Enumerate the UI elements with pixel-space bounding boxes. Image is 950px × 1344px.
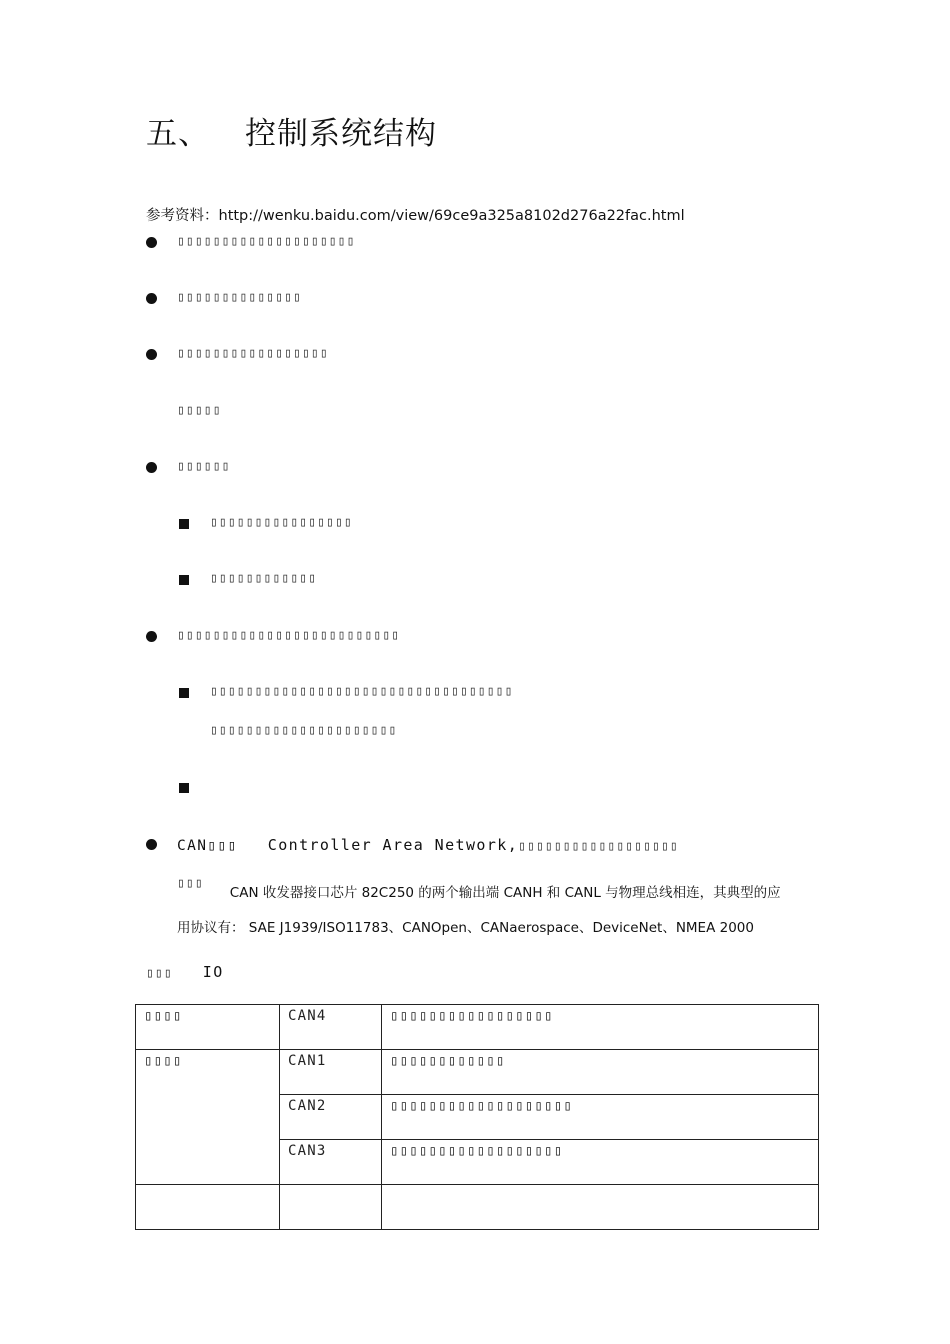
io-label bbox=[146, 962, 224, 981]
bullet-text-2: ▯▯▯▯▯▯▯▯▯▯▯▯▯▯ bbox=[177, 290, 302, 305]
can-line-2 bbox=[177, 876, 781, 901]
io-label-io: IO bbox=[202, 963, 224, 981]
table-cell: CAN2 bbox=[280, 1095, 382, 1140]
can-line-1 bbox=[177, 835, 679, 854]
bullet-text-4: ▯▯▯▯▯▯ bbox=[177, 459, 231, 474]
table-row bbox=[136, 1050, 819, 1095]
bullet-dot bbox=[146, 349, 157, 360]
reference-label: 参考资料： bbox=[146, 208, 219, 224]
reference-line bbox=[146, 204, 685, 225]
section-title-text: 控制系统结构 bbox=[245, 116, 437, 152]
sub-bullet-text-1: ▯▯▯▯▯▯▯▯▯▯▯▯▯▯▯▯ bbox=[210, 515, 353, 530]
section-number: 五、 bbox=[146, 116, 210, 152]
square-bullet bbox=[179, 519, 189, 529]
bullet-dot bbox=[146, 631, 157, 642]
can-line-3: 用协议有： SAE J1939/ISO11783、CANOpen、CANaerospace、DeviceNet、NMEA 2000 bbox=[177, 920, 754, 936]
table-row bbox=[136, 1185, 819, 1230]
square-bullet bbox=[179, 688, 189, 698]
can-prefix: CAN▯▯▯ bbox=[177, 838, 238, 854]
io-label-glyphs: ▯▯▯ bbox=[146, 966, 173, 981]
table-cell: CAN4 bbox=[280, 1005, 382, 1050]
section-title bbox=[146, 108, 437, 153]
table-cell: CAN3 bbox=[280, 1140, 382, 1185]
table-row bbox=[136, 1005, 819, 1050]
bullet-text-3: ▯▯▯▯▯▯▯▯▯▯▯▯▯▯▯▯▯ bbox=[177, 346, 329, 361]
bullet-text-1: ▯▯▯▯▯▯▯▯▯▯▯▯▯▯▯▯▯▯▯▯ bbox=[177, 234, 356, 249]
table-cell bbox=[280, 1185, 382, 1230]
table-cell: CAN1 bbox=[280, 1050, 382, 1095]
reference-url[interactable]: http://wenku.baidu.com/view/69ce9a325a8102d276a22fac.html bbox=[218, 208, 685, 224]
table-cell: ▯▯▯▯▯▯▯▯▯▯▯▯ bbox=[382, 1050, 819, 1095]
table-cell bbox=[382, 1185, 819, 1230]
indent-text: ▯▯▯▯▯ bbox=[177, 403, 222, 418]
table-cell: ▯▯▯▯ bbox=[136, 1050, 280, 1185]
bullet-dot bbox=[146, 237, 157, 248]
table-cell: ▯▯▯▯▯▯▯▯▯▯▯▯▯▯▯▯▯▯ bbox=[382, 1140, 819, 1185]
can-english: Controller Area Network, bbox=[267, 836, 519, 854]
table-cell: ▯▯▯▯▯▯▯▯▯▯▯▯▯▯▯▯▯▯▯ bbox=[382, 1095, 819, 1140]
square-bullet-empty bbox=[179, 783, 189, 793]
io-table bbox=[135, 1004, 819, 1230]
can-rest: ▯▯▯▯▯▯▯▯▯▯▯▯▯▯▯▯▯▯ bbox=[518, 839, 679, 854]
table-cell bbox=[136, 1185, 280, 1230]
table-cell: ▯▯▯▯ bbox=[136, 1005, 280, 1050]
bullet-dot bbox=[146, 839, 157, 850]
sub-bullet-text-3a: ▯▯▯▯▯▯▯▯▯▯▯▯▯▯▯▯▯▯▯▯▯▯▯▯▯▯▯▯▯▯▯▯▯▯ bbox=[210, 684, 514, 699]
can-line2-text: CAN 收发器接口芯片 82C250 的两个输出端 CANH 和 CANL 与物理总线相连，其典型的应 bbox=[229, 885, 781, 901]
can-line2-glyphs: ▯▯▯ bbox=[177, 876, 204, 891]
sub-bullet-text-3b: ▯▯▯▯▯▯▯▯▯▯▯▯▯▯▯▯▯▯▯▯▯ bbox=[210, 723, 398, 738]
bullet-text-5: ▯▯▯▯▯▯▯▯▯▯▯▯▯▯▯▯▯▯▯▯▯▯▯▯▯ bbox=[177, 628, 401, 643]
square-bullet bbox=[179, 575, 189, 585]
bullet-dot bbox=[146, 293, 157, 304]
table-cell: ▯▯▯▯▯▯▯▯▯▯▯▯▯▯▯▯▯ bbox=[382, 1005, 819, 1050]
sub-bullet-text-2: ▯▯▯▯▯▯▯▯▯▯▯▯ bbox=[210, 571, 318, 586]
bullet-dot bbox=[146, 462, 157, 473]
